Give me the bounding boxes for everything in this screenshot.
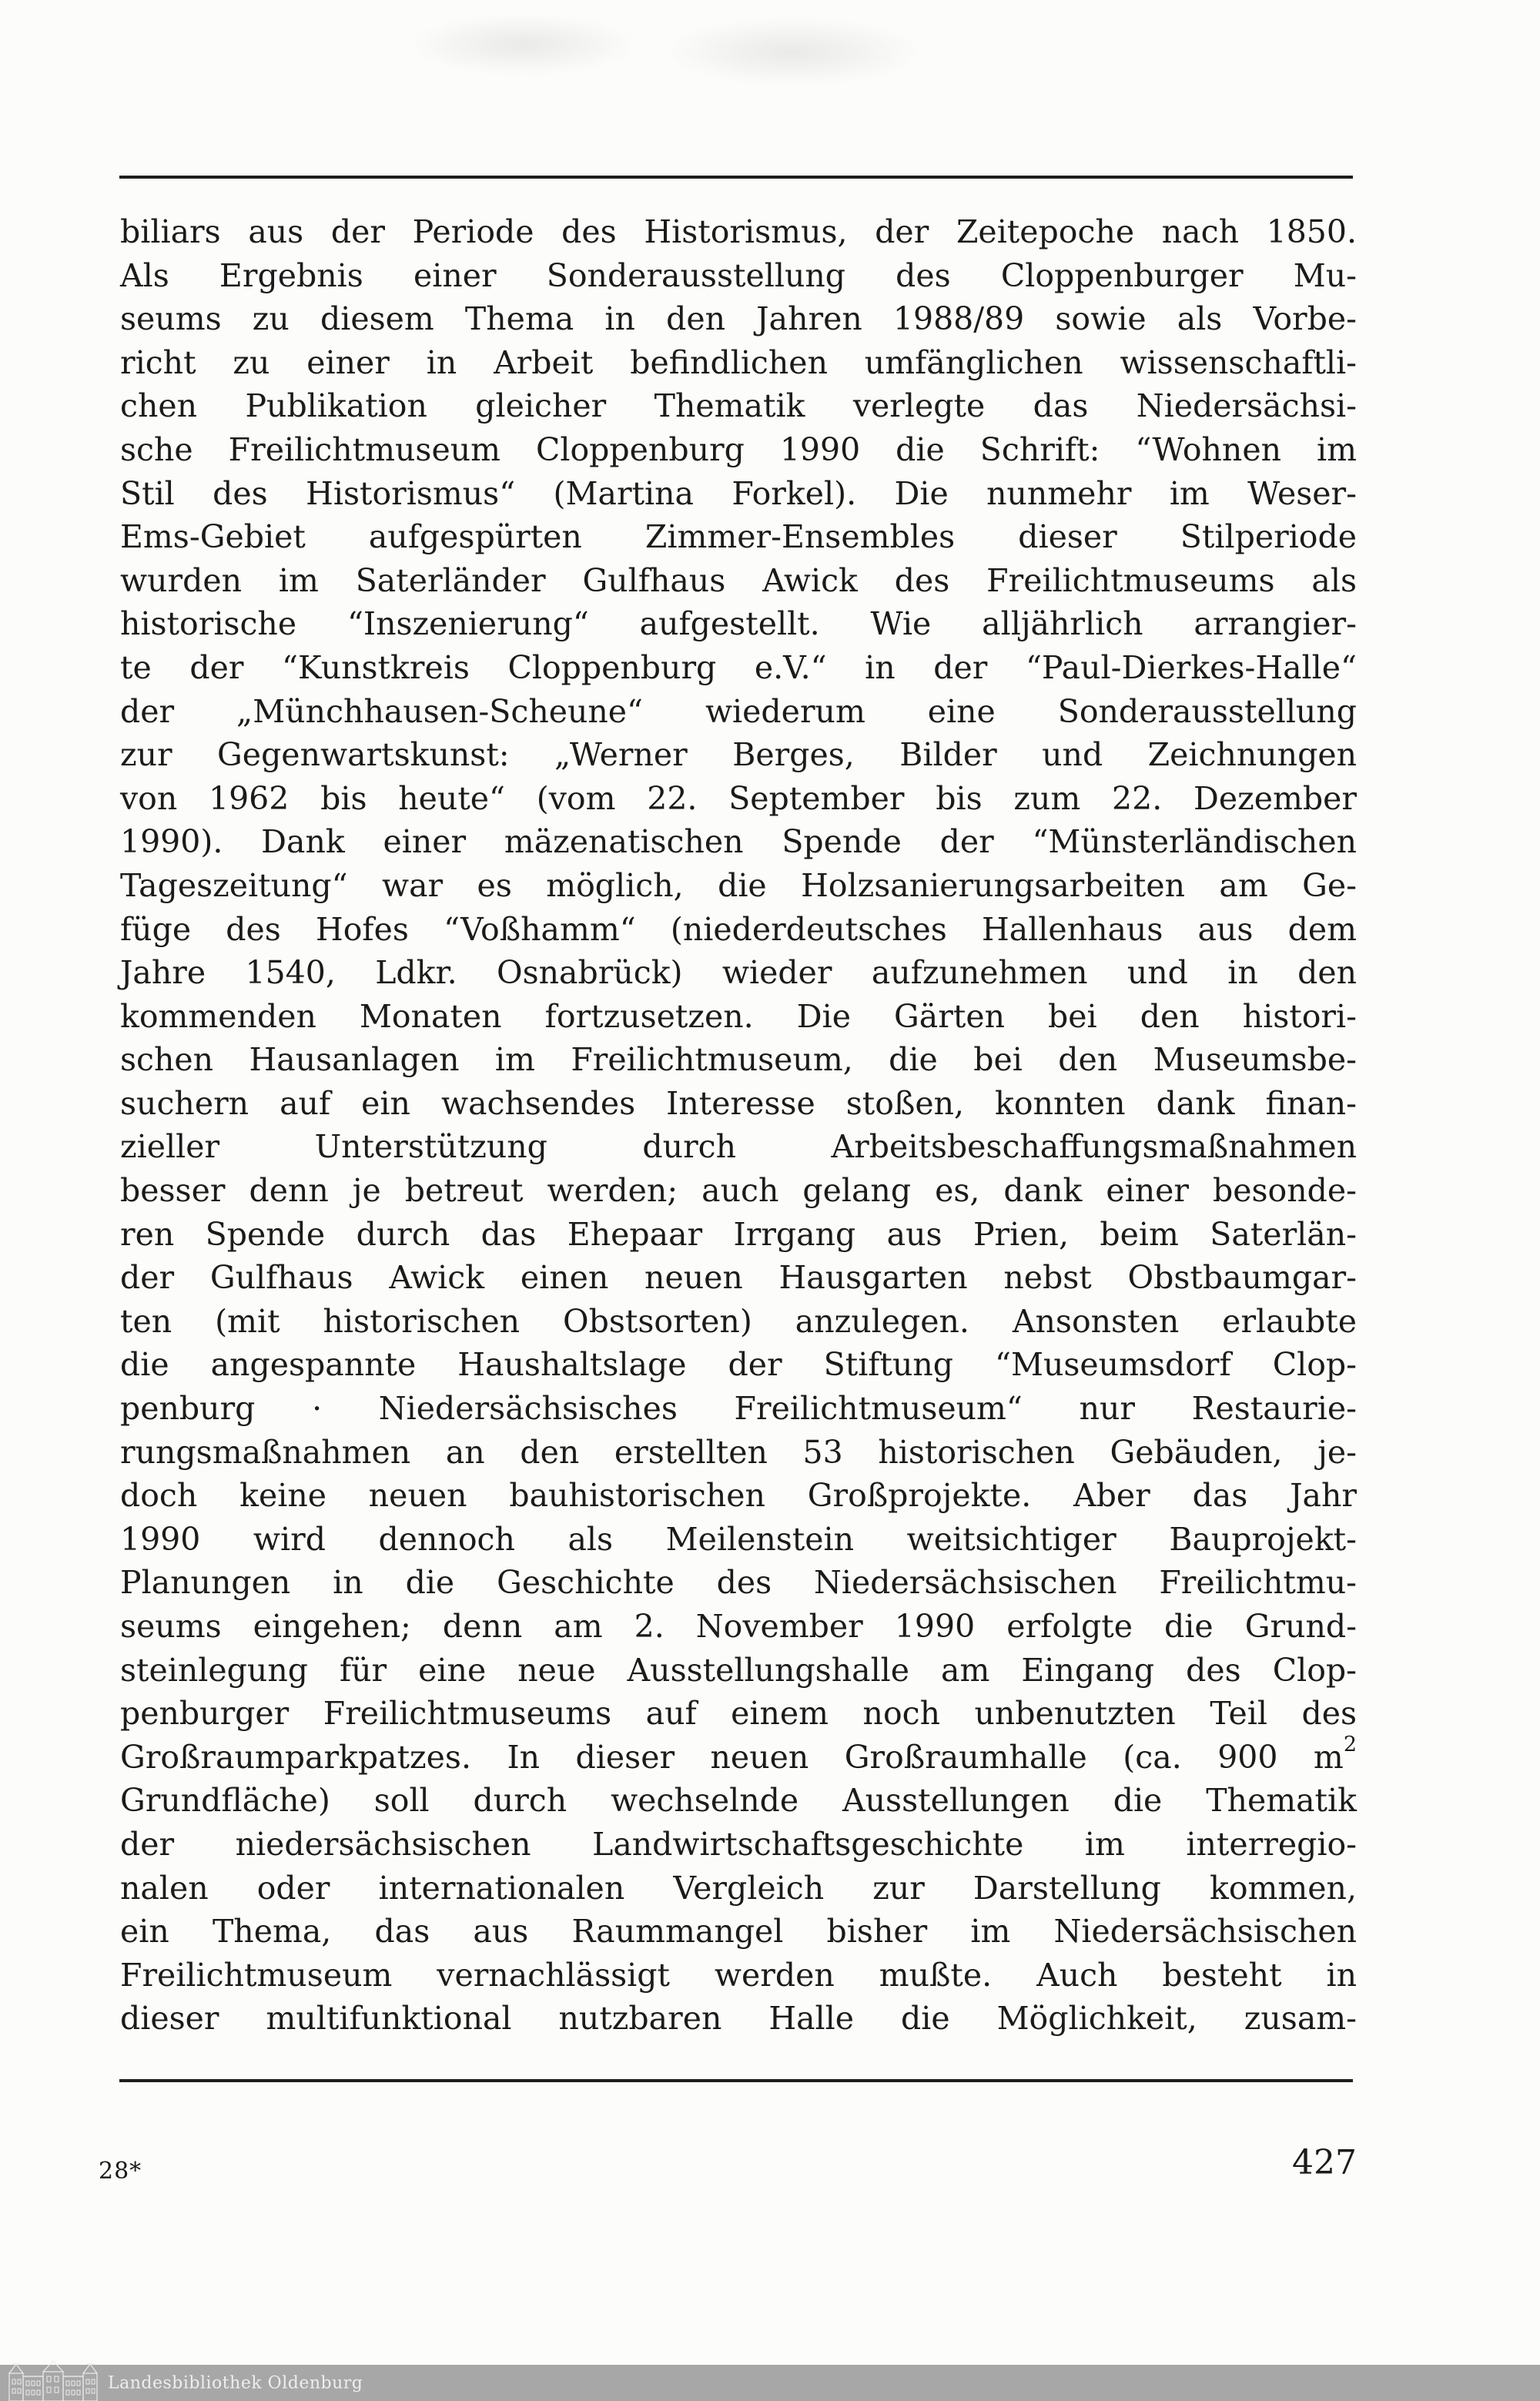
text-line: die angespannte Haushaltslage der Stiftung “Museumsdorf Clop- xyxy=(120,1346,1357,1384)
text-line: ren Spende durch das Ehepaar Irrgang aus Prien, beim Saterlän- xyxy=(120,1215,1357,1253)
text-line: zur Gegenwartskunst: „Werner Berges, Bilder und Zeichnungen xyxy=(120,736,1357,774)
text-line: seums eingehen; denn am 2. November 1990 erfolgte die Grund- xyxy=(120,1608,1357,1645)
text-line: Grundfläche) soll durch wechselnde Ausstellungen die Thematik xyxy=(120,1782,1357,1820)
text-line: der Gulfhaus Awick einen neuen Hausgarten nebst Obstbaumgar- xyxy=(120,1259,1357,1297)
signature-mark: 28* xyxy=(99,2158,142,2185)
text-line: kommenden Monaten fortzusetzen. Die Gärten bei den histori- xyxy=(120,997,1357,1035)
text-line: suchern auf ein wachsendes Interesse stoßen, konnten dank finan- xyxy=(120,1084,1357,1122)
text-line: ein Thema, das aus Raummangel bisher im Niedersächsischen xyxy=(120,1913,1357,1951)
text-line: Stil des Historismus“ (Martina Forkel). Die nunmehr im Weser- xyxy=(120,474,1357,512)
text-line: te der “Kunstkreis Cloppenburg e.V.“ in der “Paul-Dierkes-Halle“ xyxy=(120,648,1357,686)
text-line: schen Hausanlagen im Freilichtmuseum, die bei den Museumsbe- xyxy=(120,1041,1357,1079)
text-line: zieller Unterstützung durch Arbeitsbeschaffungsmaßnahmen xyxy=(120,1128,1357,1166)
text-line: füge des Hofes “Voßhamm“ (niederdeutsches Hallenhaus aus dem xyxy=(120,910,1357,948)
text-line: besser denn je betreut werden; auch gelang es, dank einer besonde- xyxy=(120,1172,1357,1210)
text-line: chen Publikation gleicher Thematik verlegte das Niedersächsi- xyxy=(120,387,1357,425)
text-line: Großraumparkpatzes. In dieser neuen Großraumhalle (ca. 900 m xyxy=(120,1738,1344,1776)
library-stamp-bar xyxy=(0,2365,1540,2401)
text-line: seums zu diesem Thema in den Jahren 1988/89 sowie als Vorbe- xyxy=(120,300,1357,338)
bottom-rule xyxy=(119,2079,1353,2082)
text-line: Jahre 1540, Ldkr. Osnabrück) wieder aufzunehmen und in den xyxy=(120,954,1357,992)
page-number: 427 xyxy=(1292,2143,1357,2182)
text-line: Freilichtmuseum vernachlässigt werden mußte. Auch besteht in xyxy=(120,1956,1357,1994)
text-line: 1990 wird dennoch als Meilenstein weitsichtiger Bauprojekt- xyxy=(120,1520,1357,1558)
text-line: ten (mit historischen Obstsorten) anzulegen. Ansonsten erlaubte xyxy=(120,1302,1357,1340)
text-line: steinlegung für eine neue Ausstellungshalle am Eingang des Clop- xyxy=(120,1651,1357,1689)
text-line: 1990). Dank einer mäzenatischen Spende der “Münsterländischen xyxy=(120,823,1357,861)
text-line: Planungen in die Geschichte des Niedersächsischen Freilichtmu- xyxy=(120,1564,1357,1602)
text-line: richt zu einer in Arbeit befindlichen umfänglichen wissenschaftli- xyxy=(120,343,1357,381)
text-line: wurden im Saterländer Gulfhaus Awick des Freilichtmuseums als xyxy=(120,561,1357,599)
text-line: Tageszeitung“ war es möglich, die Holzsanierungsarbeiten am Ge- xyxy=(120,866,1357,904)
text-line: nalen oder internationalen Vergleich zur Darstellung kommen, xyxy=(120,1869,1357,1907)
text-line: sche Freilichtmuseum Cloppenburg 1990 die Schrift: “Wohnen im xyxy=(120,430,1357,468)
text-line: penburg · Niedersächsisches Freilichtmuseum“ nur Restaurie- xyxy=(120,1390,1357,1428)
text-line: der niedersächsischen Landwirtschaftsgeschichte im interregio- xyxy=(120,1825,1357,1863)
text-line: dieser multifunktional nutzbaren Halle die Möglichkeit, zusam- xyxy=(120,2000,1357,2038)
text-line: Ems-Gebiet aufgespürten Zimmer-Ensembles dieser Stilperiode xyxy=(120,518,1357,556)
text-line-with-superscript xyxy=(120,1732,1357,1780)
text-line: penburger Freilichtmuseums auf einem noch unbenutzten Teil des xyxy=(120,1695,1357,1733)
top-rule xyxy=(119,176,1353,179)
text-line: rungsmaßnahmen an den erstellten 53 historischen Gebäuden, je- xyxy=(120,1433,1357,1471)
superscript-2: 2 xyxy=(1343,1732,1357,1756)
text-line: biliars aus der Periode des Historismus, der Zeitepoche nach 1850. xyxy=(120,213,1357,250)
text-line: Als Ergebnis einer Sonderausstellung des Cloppenburger Mu- xyxy=(120,256,1357,294)
text-line: doch keine neuen bauhistorischen Großprojekte. Aber das Jahr xyxy=(120,1477,1357,1515)
body-text xyxy=(120,210,1357,2041)
library-building-icon xyxy=(6,2359,103,2401)
library-stamp-label: Landesbibliothek Oldenburg xyxy=(108,2373,363,2393)
text-line: von 1962 bis heute“ (vom 22. September bis zum 22. Dezember xyxy=(120,779,1357,817)
text-line: historische “Inszenierung“ aufgestellt. Wie alljährlich arrangier- xyxy=(120,605,1357,643)
scan-bleedthrough-artifact xyxy=(662,17,924,86)
scan-bleedthrough-artifact xyxy=(408,14,639,75)
text-line: der „Münchhausen-Scheune“ wiederum eine Sonderausstellung xyxy=(120,692,1357,730)
